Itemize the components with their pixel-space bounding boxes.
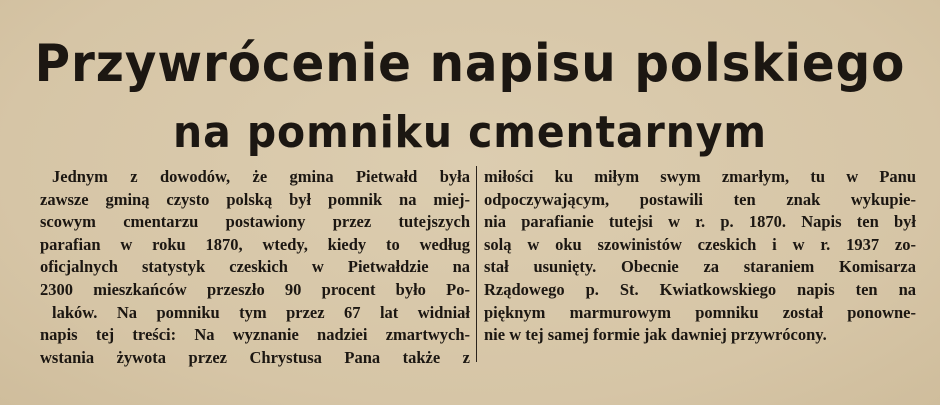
body-line: pięknym marmurowym pomniku został ponowne-	[484, 302, 916, 322]
right-column	[484, 166, 916, 347]
body-line: zawsze gminą czysto polską był pomnik na miej-	[40, 189, 470, 209]
body-line: stał usunięty. Obecnie za staraniem Komisarza	[484, 257, 916, 277]
body-line: nia parafianie tutejsi w r. p. 1870. Napis ten był	[484, 212, 916, 232]
body-line: 2300 mieszkańców przeszło 90 procent było Po-	[40, 279, 470, 299]
body-line: laków. Na pomniku tym przez 67 lat widniał	[52, 302, 470, 322]
body-line: wstania żywota przez Chrystusa Pana także z	[40, 347, 470, 367]
body-line: napis tej treści: Na wyznanie nadziei zmartwych-	[40, 325, 470, 345]
body-line: nie w tej samej formie jak dawniej przywrócony.	[484, 325, 827, 345]
body-line: Jednym z dowodów, że gmina Pietwałd była	[52, 167, 470, 186]
left-column	[40, 166, 470, 369]
body-line: Rządowego p. St. Kwiatkowskiego napis ten na	[484, 279, 916, 299]
body-line: miłości ku miłym swym zmarłym, tu w Panu	[484, 167, 916, 186]
body-line: scowym cmentarzu postawiony przez tutejszych	[40, 212, 470, 232]
column-divider	[476, 166, 477, 362]
headline-line-2: na pomniku cmentarnym	[173, 107, 767, 158]
body-line: odpoczywającym, postawili ten znak wykupie-	[484, 189, 916, 209]
headline-line-1: Przywrócenie napisu polskiego	[34, 34, 906, 94]
body-line: oficjalnych statystyk czeskich w Pietwałdzie na	[40, 257, 470, 277]
body-line: solą w oku szowinistów czeskich i w r. 1937 zo-	[484, 234, 916, 254]
body-line: parafian w roku 1870, wtedy, kiedy to według	[40, 234, 470, 254]
